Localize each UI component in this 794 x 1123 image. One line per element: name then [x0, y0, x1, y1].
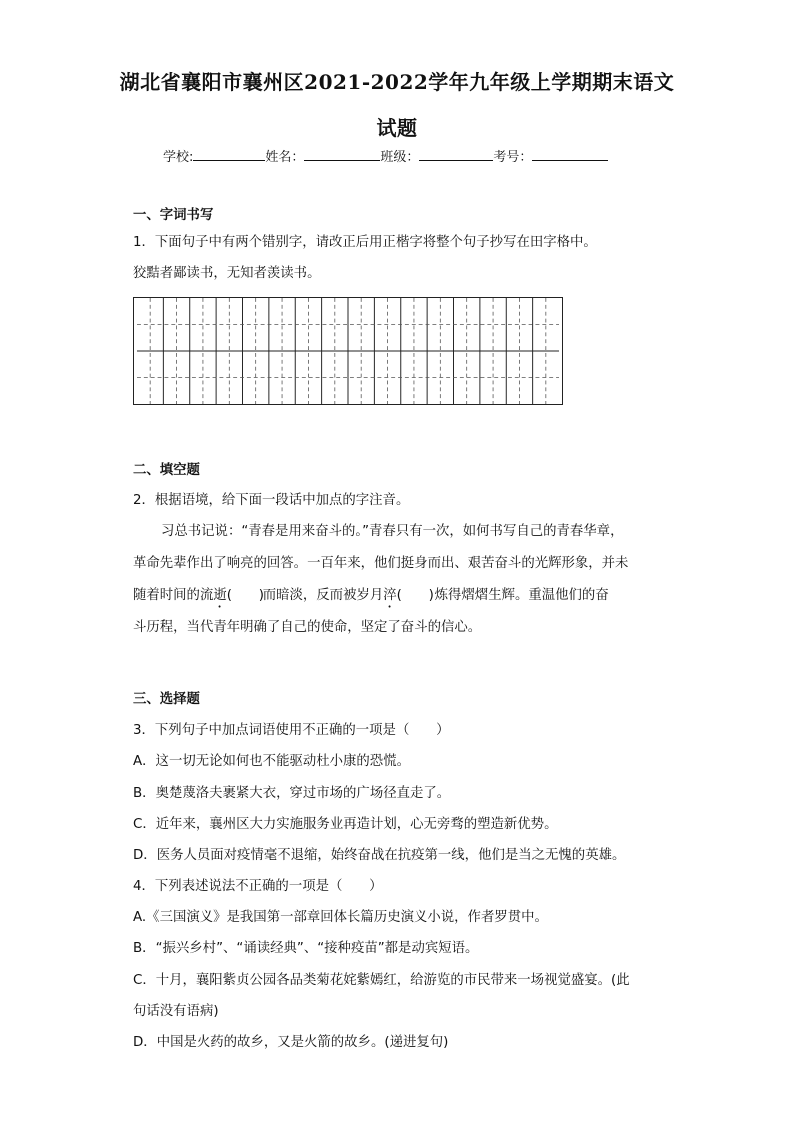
passage-text: 随着时间的流 — [133, 588, 214, 603]
q4-option-b[interactable]: B．“振兴乡村”、“诵读经典”、“接种疫苗”都是动宾短语。 — [133, 941, 479, 956]
school-label: 学校: — [163, 150, 194, 165]
student-info-row — [163, 146, 608, 165]
grid-lines — [137, 298, 559, 404]
q2-passage-line2: 革命先辈作出了响亮的回答。一百年来，他们挺身而出、艰苦奋斗的光辉形象，并未 — [133, 556, 629, 571]
q4-option-c[interactable]: C．十月，襄阳紫贞公园各品类菊花姹紫嫣红，给游览的市民带来一场视觉盛宴。(此 — [133, 973, 630, 988]
class-label: 班级： — [380, 150, 420, 165]
dotted-char-shi: 逝 — [213, 588, 227, 603]
exam-title-line1: 湖北省襄阳市襄州区2021-2022学年九年级上学期期末语文 — [119, 70, 675, 94]
pinyin-blank-1[interactable]: ( ) — [226, 588, 264, 603]
q4-prompt: 4．下列表述说法不正确的一项是（ ） — [133, 879, 383, 894]
exam-no-label: 考号： — [493, 150, 533, 165]
q1-prompt: 1．下面句子中有两个错别字，请改正后用正楷字将整个句子抄写在田字格中。 — [133, 235, 597, 250]
section3-heading: 三、选择题 — [133, 692, 200, 707]
q2-passage-line4: 斗历程，当代青年明确了自己的使命，坚定了奋斗的信心。 — [133, 620, 482, 635]
passage-text: 而暗淡，反而被岁月 — [262, 588, 384, 603]
q3-option-d[interactable]: D．医务人员面对疫情毫不退缩，始终奋战在抗疫第一线，他们是当之无愧的英雄。 — [133, 848, 626, 863]
q4-option-a[interactable]: A.《三国演义》是我国第一部章回体长篇历史演义小说，作者罗贯中。 — [133, 910, 548, 925]
school-blank[interactable] — [193, 146, 265, 161]
section1-heading: 一、字词书写 — [133, 208, 214, 223]
q2-passage-line1: 习总书记说：“青春是用来奋斗的。”青春只有一次，如何书写自己的青春华章， — [161, 524, 624, 539]
name-label: 姓名： — [265, 150, 305, 165]
q2-passage-line3 — [133, 586, 609, 611]
pinyin-blank-2[interactable]: ( ) — [396, 588, 434, 603]
q4-option-d[interactable]: D．中国是火药的故乡，又是火箭的故乡。(递进复句) — [133, 1035, 449, 1050]
dotted-char-cui: 淬 — [383, 588, 397, 603]
q4-option-c-cont[interactable]: 句话没有语病) — [133, 1004, 219, 1019]
q1-sentence: 狡黠者鄙读书，无知者羡读书。 — [133, 266, 321, 281]
tianzige-grid[interactable] — [133, 297, 563, 405]
name-blank[interactable] — [304, 146, 380, 161]
q3-option-a[interactable]: A．这一切无论如何也不能驱动杜小康的恐慌。 — [133, 754, 410, 769]
class-blank[interactable] — [419, 146, 493, 161]
q3-prompt: 3．下列句子中加点词语使用不正确的一项是（ ） — [133, 723, 450, 738]
passage-text: 炼得熠熠生辉。重温他们的奋 — [434, 588, 609, 603]
q3-option-b[interactable]: B．奥楚蔑洛夫裹紧大衣，穿过市场的广场径直走了。 — [133, 786, 451, 801]
exam-title-line2: 试题 — [376, 116, 418, 140]
q3-option-c[interactable]: C．近年来，襄州区大力实施服务业再造计划，心无旁骛的塑造新优势。 — [133, 817, 558, 832]
q2-prompt: 2．根据语境，给下面一段话中加点的字注音。 — [133, 493, 410, 508]
exam-no-blank[interactable] — [532, 146, 608, 161]
section2-heading: 二、填空题 — [133, 463, 200, 478]
